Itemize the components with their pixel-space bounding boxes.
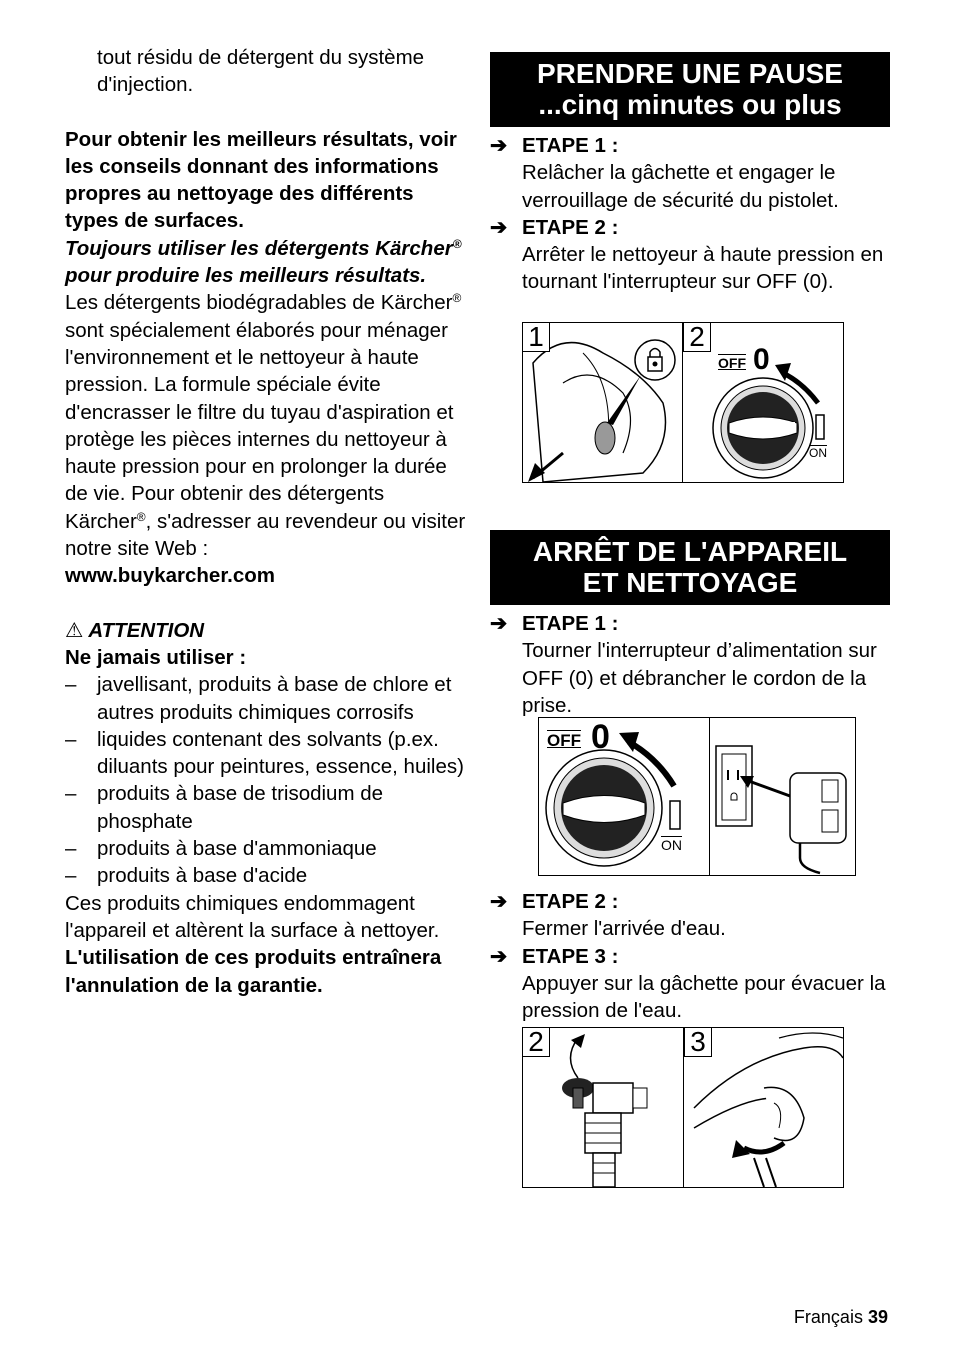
arrow-icon: ➔: [490, 215, 508, 239]
zero-label: 0: [753, 343, 770, 376]
pause-step-1: ➔ ETAPE 1 : Relâcher la gâchette et engager le verrouillage de sécurité du pistolet.: [490, 134, 839, 212]
figure-number: 2: [683, 323, 711, 352]
tip-bold: Pour obtenir les meilleurs résultats, voir les conseils donnant des informations propres au nettoyage des différents types de surfaces.: [65, 127, 457, 233]
stop-step-1: ➔ ETAPE 1 : Tourner l'interrupteur d’alimentation sur OFF (0) et débrancher le cordon de la prise.: [490, 612, 877, 717]
website-link[interactable]: www.buykarcher.com: [65, 564, 276, 588]
figure-panel-water-tap: [523, 1028, 684, 1187]
list-item: – produits à base d'acide: [65, 864, 308, 888]
on-label: $\overline{ON}$: [661, 837, 682, 853]
list-item: – javellisant, produits à base de chlore et autres produits chimiques corrosifs: [65, 673, 452, 724]
arrow-icon: ➔: [490, 134, 508, 157]
arrow-icon: ➔: [490, 890, 508, 913]
stop-step-3: ➔ ETAPE 3 : Appuyer sur la gâchette pour évacuer la pression de l'eau.: [490, 944, 886, 1023]
figure-panel-trigger: [684, 1028, 843, 1187]
pause-step-2: ➔ ETAPE 2 : Arrêter le nettoyeur à haute pression en tournant l'interrupteur sur OFF (0).: [490, 215, 884, 294]
stop-steps-2-3: [490, 888, 890, 1024]
attention-heading: ⚠ ATTENTION: [65, 618, 205, 642]
figure-number: 1: [523, 323, 550, 352]
plug-outlet-illustration: [710, 718, 855, 875]
stop-section: [490, 530, 890, 719]
figure-panel-switch-off: [539, 718, 710, 875]
tip-italic: Toujours utiliser les détergents Kärcher® pour produire les meilleurs résultats.: [65, 236, 462, 288]
arrow-icon: ➔: [490, 612, 508, 635]
figure-panel-switch: [683, 323, 843, 482]
never-use-heading: Ne jamais utiliser :: [65, 645, 247, 669]
left-column: [65, 44, 470, 999]
stop-step-2: ➔ ETAPE 2 : Fermer l'arrivée d'eau.: [490, 890, 726, 941]
right-column: [490, 52, 890, 296]
detergent-paragraph: Les détergents biodégradables de Kärcher® sont spécialement élaborés pour ménager l'environnement et le nettoyeur à haute pression. La formule spéciale évite d'encrasser le filtre du tuyau d'aspiration et protège les pièces internes du nettoyeur à haute pression pour en prolonger la durée de vie. Pour obtenir des détergents Kärcher®, s'adresser au revendeur ou visiter notre site Web :: [65, 291, 466, 561]
figure-number: 2: [523, 1028, 550, 1057]
off-label: OFF: [718, 355, 746, 371]
arrow-icon: ➔: [490, 944, 508, 968]
zero-label: 0: [591, 718, 610, 756]
figure-panel-trigger-lock: [523, 323, 683, 482]
pause-banner: PRENDRE UNE PAUSE ...cinq minutes ou plus: [490, 52, 890, 127]
on-label: $\overline{ON}$: [809, 446, 827, 460]
figure-pressure-release: [522, 1027, 844, 1188]
off-label: OFF: [547, 731, 581, 750]
page-number: 39: [867, 1307, 888, 1327]
warning-icon: ⚠: [65, 618, 84, 642]
list-item: – produits à base de trisodium de phosphate: [65, 782, 384, 833]
figure-pause: [522, 322, 844, 483]
footer-language: Français: [793, 1307, 863, 1327]
figure-unplug: [538, 717, 856, 876]
warranty-text: L'utilisation de ces produits entraînera l'annulation de la garantie.: [65, 946, 442, 997]
list-item: – liquides contenant des solvants (p.ex. diluants pour peintures, essence, huiles): [65, 727, 464, 779]
figure-number: 3: [684, 1028, 712, 1057]
figure-panel-plug: [710, 718, 855, 875]
list-item: – produits à base d'ammoniaque: [65, 837, 377, 861]
intro-text: tout résidu de détergent du système d'injection.: [97, 46, 425, 97]
damage-text: Ces produits chimiques endommagent l'appareil et altèrent la surface à nettoyer.: [65, 891, 440, 942]
page-footer: [794, 1304, 888, 1331]
stop-banner: ARRÊT DE L'APPAREIL ET NETTOYAGE: [490, 530, 890, 605]
chemical-list: [65, 671, 470, 889]
